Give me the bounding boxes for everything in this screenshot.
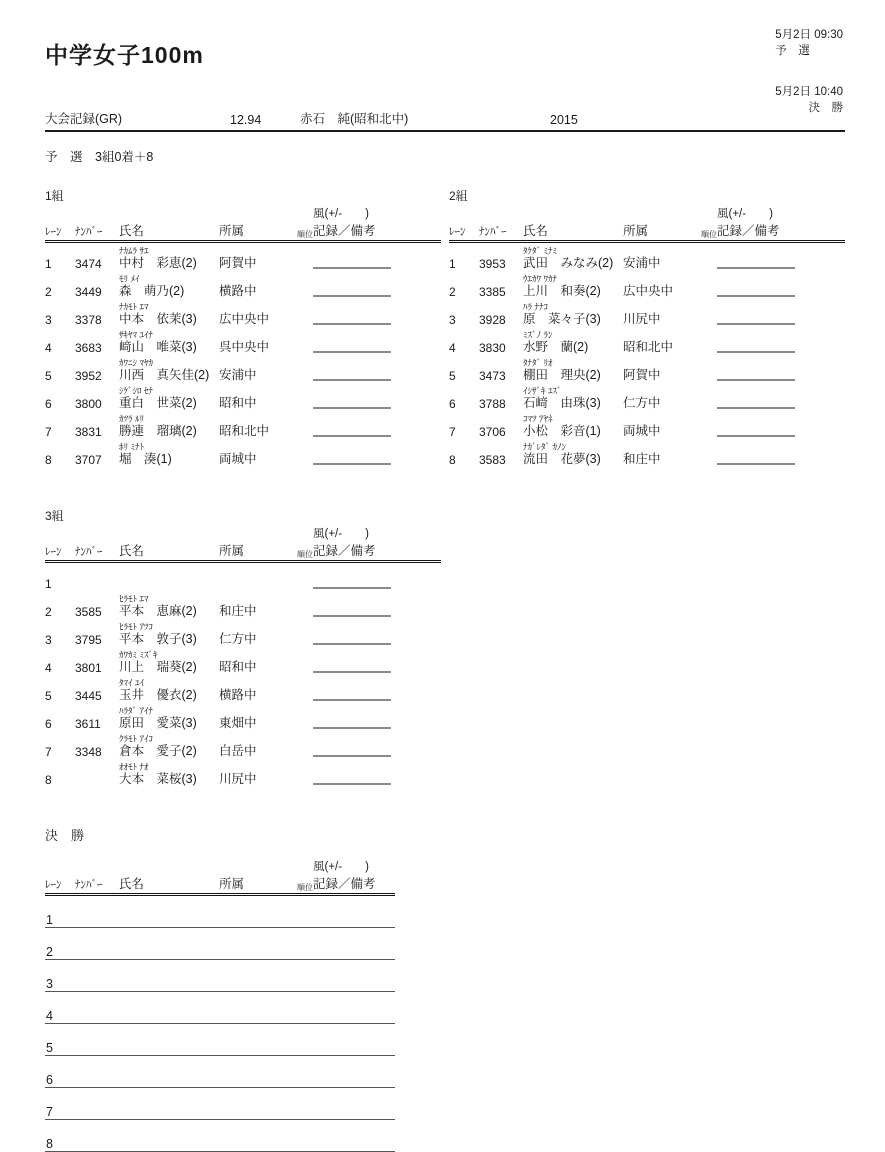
school-name: 広中央中 bbox=[623, 284, 674, 298]
record-line bbox=[717, 387, 795, 409]
bib-number: 3707 bbox=[75, 453, 102, 467]
record-line bbox=[313, 679, 391, 701]
bib-number: 3788 bbox=[479, 397, 506, 411]
record-line bbox=[717, 415, 795, 437]
record-holder: 赤石 純(昭和北中) bbox=[300, 112, 409, 126]
lane-cell: 1 bbox=[45, 577, 52, 591]
athlete-name-cell bbox=[119, 274, 219, 299]
round-note: 予 選 3組0着＋8 bbox=[45, 150, 154, 164]
lane-cell: 5 bbox=[449, 369, 456, 383]
kana-ruby: ﾊﾗ ﾅﾅｺ bbox=[523, 302, 549, 312]
wind-header-line bbox=[45, 525, 441, 541]
athlete-name: 平本 敦子(3) bbox=[119, 632, 197, 646]
school-name: 仁方中 bbox=[623, 396, 661, 410]
col-header-school: 所属 bbox=[219, 224, 245, 238]
athlete-name: 勝連 瑠璃(2) bbox=[119, 424, 197, 438]
athlete-name: 大本 菜桜(3) bbox=[119, 772, 197, 786]
lane-cell: 3 bbox=[45, 633, 52, 647]
final-lane-row bbox=[45, 960, 395, 992]
athlete-name: 石﨑 由珠(3) bbox=[523, 396, 601, 410]
bib-number: 3449 bbox=[75, 285, 102, 299]
entry-row bbox=[449, 299, 845, 327]
record-line bbox=[313, 275, 391, 297]
lane-cell: 3 bbox=[45, 313, 52, 327]
school-name: 呉中央中 bbox=[219, 340, 270, 354]
athlete-name: 重白 世菜(2) bbox=[119, 396, 197, 410]
school-name: 昭和北中 bbox=[219, 424, 270, 438]
entry-row bbox=[45, 759, 441, 787]
school-name: 横路中 bbox=[219, 688, 257, 702]
athlete-name-cell bbox=[119, 734, 219, 759]
wind-column-header: 風(+/- ) bbox=[313, 208, 369, 220]
school-name: 仁方中 bbox=[219, 632, 257, 646]
school-name: 和庄中 bbox=[623, 452, 661, 466]
col-header-name: 氏名 bbox=[119, 877, 145, 891]
athlete-name: 原田 愛菜(3) bbox=[119, 716, 197, 730]
final-lane-row bbox=[45, 896, 395, 928]
athlete-name-cell bbox=[523, 386, 623, 411]
kana-ruby: ｺﾏﾂ ｱﾔﾈ bbox=[523, 414, 553, 424]
kana-ruby: ﾅｶﾓﾄ ｴﾏ bbox=[119, 302, 149, 312]
bib-number: 3801 bbox=[75, 661, 102, 675]
lane-cell: 7 bbox=[45, 745, 52, 759]
record-line bbox=[313, 415, 391, 437]
kana-ruby: ﾅｶﾑﾗ ｻｴ bbox=[119, 246, 149, 256]
col-header-record: 記録／備考 bbox=[717, 224, 780, 238]
bib-number: 3474 bbox=[75, 257, 102, 271]
heat-1-section bbox=[45, 187, 441, 467]
col-header-number: ﾅﾝﾊﾞｰ bbox=[479, 226, 507, 238]
school-name: 昭和中 bbox=[219, 396, 257, 410]
school-name: 両城中 bbox=[623, 424, 661, 438]
col-header-name: 氏名 bbox=[523, 224, 549, 238]
col-header-lane: ﾚｰﾝ bbox=[45, 226, 62, 238]
entry-row bbox=[45, 411, 441, 439]
athlete-name: 流田 花夢(3) bbox=[523, 452, 601, 466]
schedule-line-heats bbox=[756, 14, 845, 70]
lane-cell: 2 bbox=[449, 285, 456, 299]
record-line bbox=[313, 331, 391, 353]
col-header-record: 記録／備考 bbox=[313, 224, 376, 238]
athlete-name-cell bbox=[119, 414, 219, 439]
final-lane-row bbox=[45, 1056, 395, 1088]
record-line bbox=[313, 247, 391, 269]
heat-label: 2組 bbox=[449, 189, 468, 203]
entry-row bbox=[449, 355, 845, 383]
athlete-name-cell bbox=[119, 622, 219, 647]
athlete-name: 棚田 理央(2) bbox=[523, 368, 601, 382]
kana-ruby: ﾋﾗﾓﾄ ｴﾏ bbox=[119, 594, 149, 604]
entry-row bbox=[45, 299, 441, 327]
athlete-name-cell bbox=[523, 274, 623, 299]
athlete-name-cell bbox=[119, 762, 219, 787]
bib-number: 3800 bbox=[75, 397, 102, 411]
entry-row bbox=[45, 439, 441, 467]
entry-row bbox=[449, 439, 845, 467]
entry-row bbox=[45, 675, 441, 703]
col-header-number: ﾅﾝﾊﾞｰ bbox=[75, 546, 103, 558]
schedule-final-datetime: 5月2日 10:40 bbox=[775, 86, 843, 98]
entry-row bbox=[45, 383, 441, 411]
bib-number: 3583 bbox=[479, 453, 506, 467]
record-line bbox=[313, 595, 391, 617]
athlete-name: 川上 瑞葵(2) bbox=[119, 660, 197, 674]
page-title: 中学女子100m bbox=[45, 42, 204, 68]
heat-label: 1組 bbox=[45, 189, 64, 203]
col-header-rank: 順位 bbox=[297, 550, 313, 559]
athlete-name-cell bbox=[523, 414, 623, 439]
athlete-name: 堀 湊(1) bbox=[119, 452, 172, 466]
bib-number: 3378 bbox=[75, 313, 102, 327]
entry-row bbox=[449, 243, 845, 271]
record-line bbox=[717, 359, 795, 381]
wind-header-line bbox=[45, 858, 395, 874]
final-lane-number: 1 bbox=[46, 913, 53, 927]
athlete-name-cell bbox=[119, 330, 219, 355]
athlete-name-cell bbox=[119, 706, 219, 731]
record-line bbox=[717, 275, 795, 297]
wind-header-line bbox=[449, 205, 845, 221]
school-name: 両城中 bbox=[219, 452, 257, 466]
athlete-name: 原 菜々子(3) bbox=[523, 312, 601, 326]
record-line bbox=[717, 303, 795, 325]
col-header-school: 所属 bbox=[219, 544, 245, 558]
col-header-school: 所属 bbox=[623, 224, 649, 238]
school-name: 安浦中 bbox=[219, 368, 257, 382]
school-name: 昭和北中 bbox=[623, 340, 674, 354]
lane-cell: 8 bbox=[449, 453, 456, 467]
athlete-name-cell bbox=[523, 358, 623, 383]
athlete-name: 﨑山 唯菜(3) bbox=[119, 340, 197, 354]
bib-number: 3585 bbox=[75, 605, 102, 619]
col-header-record: 記録／備考 bbox=[313, 877, 376, 891]
final-lane-row bbox=[45, 1088, 395, 1120]
schedule-line-final bbox=[660, 71, 845, 127]
schedule-heats-round: 予 選 bbox=[775, 45, 810, 57]
bib-number: 3385 bbox=[479, 285, 506, 299]
athlete-name: 水野 蘭(2) bbox=[523, 340, 589, 354]
athlete-name-cell bbox=[119, 442, 219, 467]
lane-cell: 2 bbox=[45, 285, 52, 299]
lane-cell: 4 bbox=[45, 341, 52, 355]
col-header-number: ﾅﾝﾊﾞｰ bbox=[75, 226, 103, 238]
entry-row bbox=[449, 271, 845, 299]
kana-ruby: ｶﾜﾆｼ ﾏﾔｶ bbox=[119, 358, 154, 368]
school-name: 東畑中 bbox=[219, 716, 257, 730]
col-header-rank: 順位 bbox=[701, 230, 717, 239]
final-lane-row bbox=[45, 1120, 395, 1152]
school-name: 広中央中 bbox=[219, 312, 270, 326]
col-header-school: 所属 bbox=[219, 877, 245, 891]
schedule-final-round: 決 勝 bbox=[808, 102, 843, 114]
athlete-name: 玉井 優衣(2) bbox=[119, 688, 197, 702]
final-lane-row bbox=[45, 1024, 395, 1056]
kana-ruby: ｲｼｻﾞｷ ﾕｽﾞ bbox=[523, 386, 562, 396]
athlete-name-cell bbox=[523, 246, 623, 271]
record-line bbox=[313, 623, 391, 645]
final-label: 決 勝 bbox=[45, 828, 85, 843]
kana-ruby: ﾀｹﾀﾞ ﾐﾅﾐ bbox=[523, 246, 558, 256]
lane-cell: 2 bbox=[45, 605, 52, 619]
kana-ruby: ｳｴｶﾜ ﾜｶﾅ bbox=[523, 274, 558, 284]
record-line bbox=[717, 331, 795, 353]
col-header-lane: ﾚｰﾝ bbox=[45, 879, 62, 891]
record-line bbox=[313, 763, 391, 785]
kana-ruby: ｶﾜｶﾐ ﾐｽﾞｷ bbox=[119, 650, 158, 660]
athlete-name: 上川 和奏(2) bbox=[523, 284, 601, 298]
lane-cell: 4 bbox=[45, 661, 52, 675]
athlete-name-cell bbox=[119, 594, 219, 619]
bib-number: 3952 bbox=[75, 369, 102, 383]
athlete-name: 中村 彩恵(2) bbox=[119, 256, 197, 270]
heat-3-section bbox=[45, 507, 441, 787]
entry-row bbox=[45, 271, 441, 299]
lane-cell: 1 bbox=[449, 257, 456, 271]
school-name: 横路中 bbox=[219, 284, 257, 298]
lane-cell: 5 bbox=[45, 369, 52, 383]
record-line bbox=[717, 247, 795, 269]
entry-row bbox=[45, 355, 441, 383]
record-line bbox=[313, 303, 391, 325]
column-header-row bbox=[45, 874, 395, 896]
athlete-name-cell bbox=[119, 246, 219, 271]
athlete-name: 武田 みなみ(2) bbox=[523, 256, 614, 270]
lane-cell: 6 bbox=[45, 717, 52, 731]
final-lane-row bbox=[45, 928, 395, 960]
bib-number: 3683 bbox=[75, 341, 102, 355]
col-header-rank: 順位 bbox=[297, 883, 313, 892]
entry-row bbox=[449, 327, 845, 355]
bib-number: 3831 bbox=[75, 425, 102, 439]
record-mark: 12.94 bbox=[230, 113, 262, 127]
bib-number: 3795 bbox=[75, 633, 102, 647]
entry-row bbox=[45, 619, 441, 647]
kana-ruby: ｵｵﾓﾄ ﾅｵ bbox=[119, 762, 149, 772]
empty-entry-row bbox=[45, 563, 441, 591]
record-line bbox=[313, 443, 391, 465]
athlete-name-cell bbox=[119, 386, 219, 411]
athlete-name-cell bbox=[523, 442, 623, 467]
wind-column-header: 風(+/- ) bbox=[313, 528, 369, 540]
athlete-name: 小松 彩音(1) bbox=[523, 424, 601, 438]
record-line bbox=[313, 707, 391, 729]
heat-label: 3組 bbox=[45, 509, 64, 523]
wind-column-header: 風(+/- ) bbox=[717, 208, 773, 220]
kana-ruby: ﾐｽﾞﾉ ﾗﾝ bbox=[523, 330, 553, 340]
final-lane-number: 5 bbox=[46, 1041, 53, 1055]
final-lane-number: 6 bbox=[46, 1073, 53, 1087]
col-header-name: 氏名 bbox=[119, 544, 145, 558]
kana-ruby: ｶﾂﾗ ﾙﾘ bbox=[119, 414, 145, 424]
record-line bbox=[717, 443, 795, 465]
athlete-name: 川西 真矢佳(2) bbox=[119, 368, 210, 382]
school-name: 安浦中 bbox=[623, 256, 661, 270]
kana-ruby: ｼｹﾞｼﾛ ｾﾅ bbox=[119, 386, 154, 396]
kana-ruby: ﾀﾏｲ ﾕｲ bbox=[119, 678, 145, 688]
entry-row bbox=[45, 647, 441, 675]
col-header-lane: ﾚｰﾝ bbox=[45, 546, 62, 558]
lane-cell: 1 bbox=[45, 257, 52, 271]
kana-ruby: ﾅｶﾞﾚﾀﾞ ｶﾉﾝ bbox=[523, 442, 567, 452]
school-name: 白岳中 bbox=[219, 744, 257, 758]
bib-number: 3953 bbox=[479, 257, 506, 271]
bib-number: 3611 bbox=[75, 717, 101, 731]
bib-number: 3928 bbox=[479, 313, 506, 327]
wind-column-header: 風(+/- ) bbox=[313, 861, 369, 873]
athlete-name-cell bbox=[119, 650, 219, 675]
final-lane-number: 8 bbox=[46, 1137, 53, 1151]
record-line bbox=[313, 651, 391, 673]
school-name: 川尻中 bbox=[623, 312, 661, 326]
record-label: 大会記録(GR) bbox=[45, 112, 123, 126]
bib-number: 3706 bbox=[479, 425, 506, 439]
wind-header-line bbox=[45, 205, 441, 221]
heat-3-table bbox=[45, 525, 441, 787]
document-header bbox=[45, 14, 845, 70]
entry-row bbox=[45, 591, 441, 619]
col-header-lane: ﾚｰﾝ bbox=[449, 226, 466, 238]
record-line bbox=[313, 387, 391, 409]
column-header-row bbox=[45, 541, 441, 563]
school-name: 川尻中 bbox=[219, 772, 257, 786]
athlete-name: 森 萌乃(2) bbox=[119, 284, 185, 298]
schedule-heats-datetime: 5月2日 09:30 bbox=[775, 29, 843, 41]
kana-ruby: ﾎﾘ ﾐﾅﾄ bbox=[119, 442, 145, 452]
kana-ruby: ﾊﾗﾀﾞ ｱｲﾅ bbox=[119, 706, 154, 716]
final-table bbox=[45, 858, 395, 1152]
lane-cell: 7 bbox=[449, 425, 456, 439]
col-header-name: 氏名 bbox=[119, 224, 145, 238]
lane-cell: 6 bbox=[449, 397, 456, 411]
athlete-name: 平本 恵麻(2) bbox=[119, 604, 197, 618]
entry-row bbox=[449, 411, 845, 439]
heat-2-section bbox=[449, 187, 845, 467]
meet-record-row bbox=[45, 71, 845, 132]
bib-number: 3473 bbox=[479, 369, 506, 383]
athlete-name-cell bbox=[119, 678, 219, 703]
entry-row bbox=[45, 327, 441, 355]
kana-ruby: ﾀﾅﾀﾞ ﾘｵ bbox=[523, 358, 553, 368]
record-line bbox=[313, 567, 391, 589]
athlete-name-cell bbox=[523, 330, 623, 355]
final-section bbox=[45, 825, 395, 1152]
entry-row bbox=[45, 243, 441, 271]
entry-row bbox=[449, 383, 845, 411]
bib-number: 3348 bbox=[75, 745, 102, 759]
heat-1-table bbox=[45, 205, 441, 467]
athlete-name-cell bbox=[119, 358, 219, 383]
column-header-row bbox=[45, 221, 441, 243]
athlete-name-cell bbox=[119, 302, 219, 327]
bib-number: 3830 bbox=[479, 341, 506, 355]
school-name: 阿賀中 bbox=[219, 256, 257, 270]
bib-number: 3445 bbox=[75, 689, 102, 703]
final-lane-number: 4 bbox=[46, 1009, 53, 1023]
kana-ruby: ﾓﾘ ﾒｲ bbox=[119, 274, 140, 284]
athlete-name-cell bbox=[523, 302, 623, 327]
entry-row bbox=[45, 703, 441, 731]
lane-cell: 5 bbox=[45, 689, 52, 703]
final-lane-number: 7 bbox=[46, 1105, 53, 1119]
lane-cell: 7 bbox=[45, 425, 52, 439]
heat-2-table bbox=[449, 205, 845, 467]
final-lane-number: 2 bbox=[46, 945, 53, 959]
kana-ruby: ｸﾗﾓﾄ ｱｲｺ bbox=[119, 734, 154, 744]
kana-ruby: ﾋﾗﾓﾄ ｱﾂｺ bbox=[119, 622, 154, 632]
heats-grid bbox=[45, 187, 845, 787]
lane-cell: 6 bbox=[45, 397, 52, 411]
col-header-rank: 順位 bbox=[297, 230, 313, 239]
athlete-name: 中本 依茉(3) bbox=[119, 312, 197, 326]
record-year: 2015 bbox=[550, 113, 578, 127]
school-name: 阿賀中 bbox=[623, 368, 661, 382]
entry-row bbox=[45, 731, 441, 759]
col-header-record: 記録／備考 bbox=[313, 544, 376, 558]
lane-cell: 8 bbox=[45, 453, 52, 467]
kana-ruby: ｻｷﾔﾏ ﾕｲﾅ bbox=[119, 330, 154, 340]
column-header-row bbox=[449, 221, 845, 243]
col-header-number: ﾅﾝﾊﾞｰ bbox=[75, 879, 103, 891]
final-lane-row bbox=[45, 992, 395, 1024]
lane-cell: 3 bbox=[449, 313, 456, 327]
record-line bbox=[313, 359, 391, 381]
lane-cell: 8 bbox=[45, 773, 52, 787]
lane-cell: 4 bbox=[449, 341, 456, 355]
school-name: 昭和中 bbox=[219, 660, 257, 674]
athlete-name: 倉本 愛子(2) bbox=[119, 744, 197, 758]
record-line bbox=[313, 735, 391, 757]
school-name: 和庄中 bbox=[219, 604, 257, 618]
final-lane-number: 3 bbox=[46, 977, 53, 991]
